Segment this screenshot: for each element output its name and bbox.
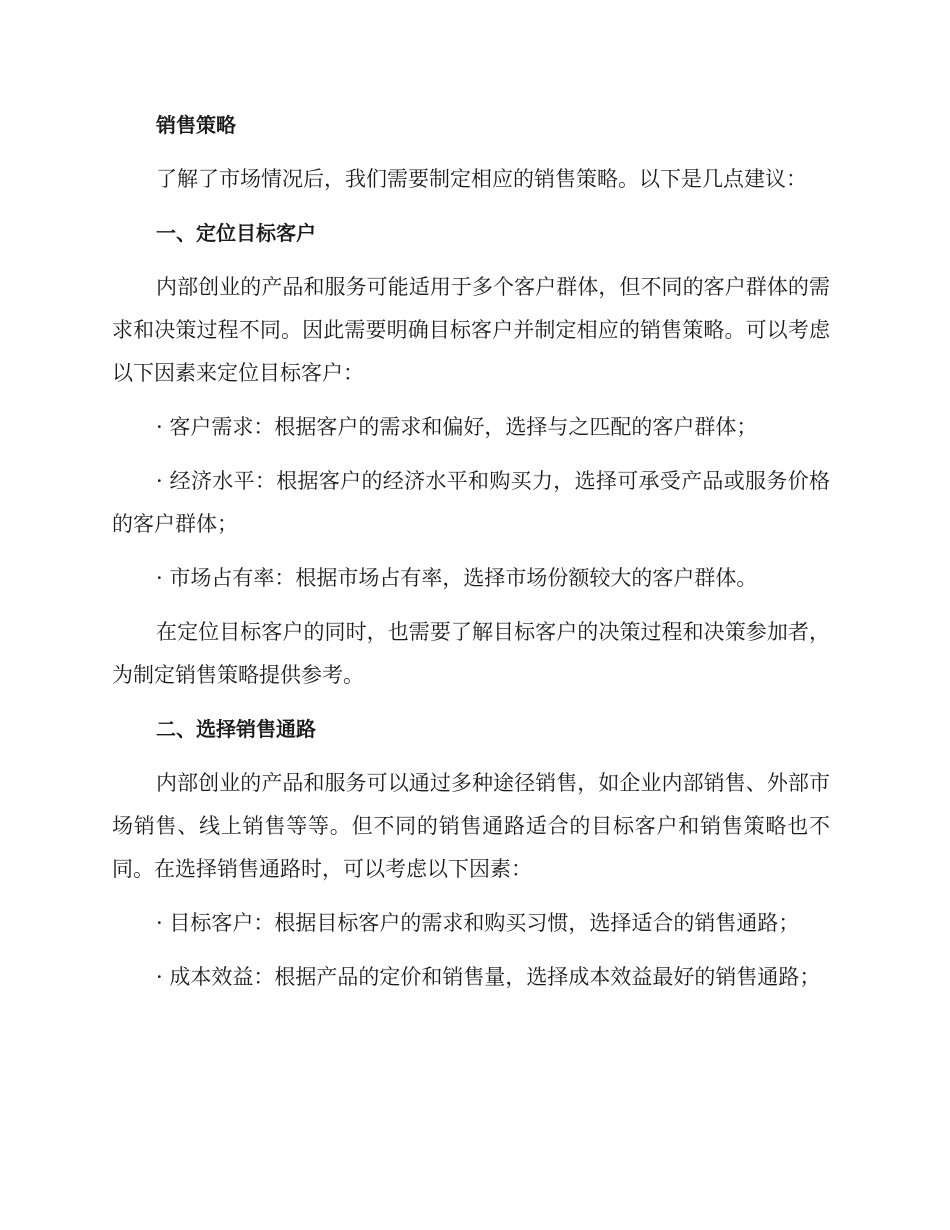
document-body [112,104,830,1010]
section1-paragraph-1: 内部创业的产品和服务可能适用于多个客户群体，但不同的客户群体的需求和决策过程不同。因此需要明确目标客户并制定相应的销售策略。可以考虑以下因素来定位目标客户： [112,275,830,385]
section2-paragraph-1: 内部创业的产品和服务可以通过多种途径销售，如企业内部销售、外部市场销售、线上销售等等。但不同的销售通路适合的目标客户和销售策略也不同。在选择销售通路时，可以考虑以下因素： [112,771,830,881]
intro-paragraph: 了解了市场情况后，我们需要制定相应的销售策略。以下是几点建议： [156,167,807,191]
document-title: 销售策略 [156,113,236,137]
section1-bullet-market-share: · 市场占有率：根据市场占有率，选择市场份额较大的客户群体。 [156,566,758,590]
section2-bullet-target-customer: · 目标客户：根据目标客户的需求和购买习惯，选择适合的销售通路； [156,911,800,935]
section-heading-1: 一、定位目标客户 [156,221,316,245]
section1-bullet-economic-level: · 经济水平：根据客户的经济水平和购买力，选择可承受产品或服务价格的客户群体； [112,469,830,536]
section2-bullet-cost-benefit: · 成本效益：根据产品的定价和销售量，选择成本效益最好的销售通路； [156,965,821,989]
section1-paragraph-2: 在定位目标客户的同时，也需要了解目标客户的决策过程和决策参加者，为制定销售策略提供参考。 [112,620,830,687]
section1-bullet-customer-needs: · 客户需求：根据客户的需求和偏好，选择与之匹配的客户群体； [156,415,758,439]
section-heading-2: 二、选择销售通路 [156,717,316,741]
